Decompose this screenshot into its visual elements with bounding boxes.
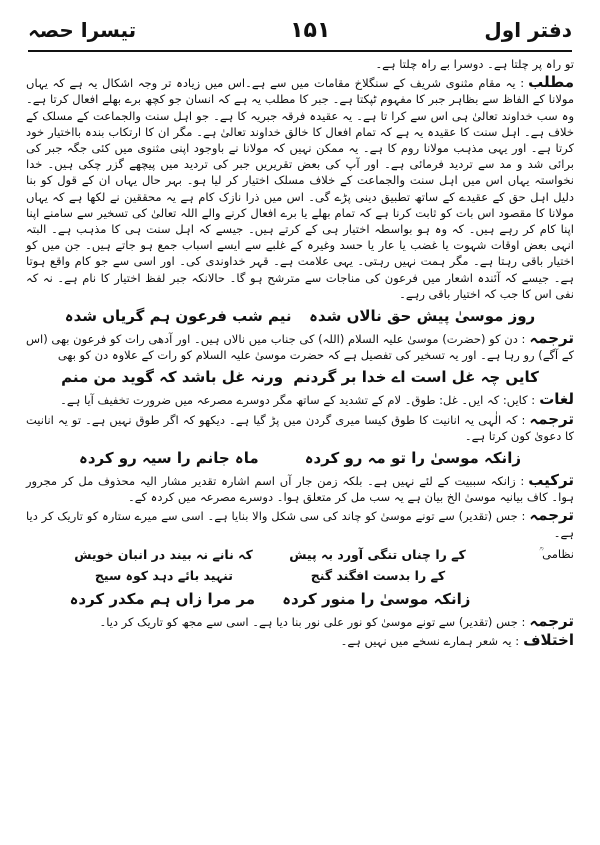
tarjuma-2-label: ترجمہ bbox=[529, 409, 574, 428]
nizami-verse-3 bbox=[56, 587, 484, 611]
verse-1 bbox=[56, 304, 544, 328]
verse-1-hemistich-1: روز موسیٰ پیش حق نالاں شدہ bbox=[309, 307, 536, 326]
header-volume: دفتر اول bbox=[484, 18, 572, 42]
lughat-label: لغات bbox=[539, 390, 574, 409]
verse-3 bbox=[56, 446, 544, 470]
nizami-verse-2-b: تنہید بائے دہد کوہ سیج bbox=[94, 567, 233, 583]
tarjuma-2 bbox=[26, 411, 574, 444]
ikhtilaf-label: اختلاف bbox=[523, 631, 574, 650]
verse-2-hemistich-1: کایں چہ غل است اے خدا بر گردنم bbox=[293, 368, 539, 387]
tarjuma-4-label: ترجمہ bbox=[529, 611, 574, 630]
tarjuma-4-text: : جس (تقدیر) سے تونے موسیٰ کو نور علی نور بنا دیا ہے۔ اسی سے مجھ کو تاریک کر دیا۔ bbox=[99, 614, 526, 629]
nizami-verse-2-a: کے را بدست افگند گنج bbox=[310, 567, 446, 583]
verse-1-hemistich-2: نیم شب فرعون ہم گریاں شدہ bbox=[64, 307, 292, 326]
intro-text: تو راہ پر چلتا ہے۔ دوسرا بے راہ چلتا ہے۔ bbox=[375, 57, 574, 71]
matlab-label: مطلب bbox=[528, 73, 574, 92]
verse-3-hemistich-2: ماہ جانم را سیہ رو کردہ bbox=[79, 449, 259, 468]
lughat bbox=[26, 391, 574, 408]
tarjuma-3 bbox=[26, 507, 574, 540]
tarjuma-2-text: : کہ الٰہی یہ انانیت کا طوق کیسا میری گردن میں پڑ گیا ہے۔ دیکھو کہ اگر طوق نہیں ہے۔ تو یہ انانیت کا دعویٰ کون کرتا ہے۔ bbox=[26, 412, 574, 443]
page-body bbox=[26, 56, 574, 837]
tarkeeb-text: : زانکہ سببیت کے لئے نہیں ہے۔ بلکہ زمن جار آں اسم اشارہ تقدیر مشار الیہ محذوف مل کر مجرور ہوا۔ کاف بیانیہ موسیٰ الخ بیان ہے یہ سب مل کر متعلق ہوا۔ دوسرے مصرعہ میں کردہ کے۔ bbox=[26, 474, 574, 505]
tarjuma-1 bbox=[26, 330, 574, 363]
tarkeeb-label: ترکیب bbox=[528, 471, 574, 490]
ikhtilaf-text: : یہ شعر ہمارے نسخے میں نہیں ہے۔ bbox=[340, 634, 520, 649]
nizami-verse-1 bbox=[56, 545, 484, 564]
matlab-text: : یہ مقام مثنوی شریف کے سنگلاخ مقامات میں سے ہے۔اس میں زیادہ تر وجہ اشکال یہ ہے کہ یہاں مولانا کے الفاظ سے بظاہر جبر کا مفہوم ٹپکتا ہے۔ جبر کا مطلب یہ ہے کہ انسان جو کچھ برے بھلے افعال کرتا ہے۔ وہ سب خداوند تعالیٰ ہی اس سے کرا تا ہے۔ یہ عقیدہ فرقہ جبریہ کا ہے۔ جو اہل سنت والجماعت کے مسلک کے خلاف ہے۔ اہل سنت کا عقیدہ یہ ہے کہ تمام افعال کا خالق خداوند تعالیٰ ہے۔ مگر ان کا ارتکاب بندہ بااختیار خود کرتا ہے۔ اور یہی مذہب مولانا روم کا ہے۔ یہ ممکن نہیں کہ مولانا نے باوجود اپنی مثنوی میں کئی جگہ جبر کی برائی شد و مد سے تردید فرمائی ہے۔ اور آپ کی بعض تقریریں جبر کی تردید میں پیچھے گزر چکی ہیں۔ خدا نخواستہ یہاں اس میں اہل سنت والجماعت کے خلاف مسلک اختیار کر لیا ہو۔ بہر حال یہاں ان کے قول کو بنا دلیل اہل حق کے عقیدے کے ساتھ تطبیق دینی پڑے گی۔ اس میں ذرا نازک کام ہے یہ محققین نے لکھا ہے کہ یہاں مولانا کا مقصود اس بات کو ثابت کرنا ہے کہ تمام بھلے یا برے افعال کرنے والے اللہ تعالیٰ کی تسخیر سے سامنے اپنا اپنا کام کر رہے ہیں۔ کہ وہ ہو بواسطہ اختیار ہی کے کرتے ہیں۔ جیسے کہ اہل سنت ہی کا مذہب ہے۔ البتہ انہی بعض اوقات شہوت یا غضب یا عار یا حسد وغیرہ کے غلبے سے ایسے اسباب جمع ہو جاتے ہیں۔ جن میں کو اختیار باقی رہتا ہے۔ مگر ہمت نہیں رہتی۔ یہی علامت ہے۔ قہر خداوندی کی۔ اور اسی سے جو کام واقع ہوتا ہے۔ جیسے کہ آئندہ اشعار میں فرعون کی مناجات سے مترشح ہو گا۔ حالانکہ جبر لفظ اختیار کا نام ہے۔ نہ کہ نفی اس کا جب کہ اختیار باقی رہے۔ bbox=[26, 76, 574, 301]
nizami-verse-3-a: زانکہ موسیٰ را منور کردہ bbox=[282, 589, 471, 608]
tarjuma-3-text: : جس (تقدیر) سے تونے موسیٰ کو چاند کی سی شکل والا بنایا ہے۔ اسی سے میرے ستارہ کو تاریک کر دیا ہے۔ bbox=[26, 509, 574, 540]
tarkeeb bbox=[26, 472, 574, 505]
verse-2 bbox=[56, 365, 544, 389]
matlab-paragraph bbox=[26, 74, 574, 302]
header-part: تیسرا حصہ bbox=[28, 18, 137, 42]
tarjuma-1-label: ترجمہ bbox=[529, 329, 574, 348]
lughat-text: : کایں: کہ ایں۔ غل: طوق۔ لام کے تشدید کے ساتھ مگر دوسرے مصرعہ میں ضرورت تخفیف آیا ہے۔ bbox=[60, 393, 536, 408]
nizami-block bbox=[26, 543, 574, 613]
ikhtilaf bbox=[26, 632, 574, 649]
intro-line bbox=[26, 56, 574, 72]
nizami-verse-3-b: مر مرا زاں ہم مکدر کردہ bbox=[69, 589, 256, 608]
nizami-verse-1-b: کہ نانے نہ بیند در انبان خویش bbox=[74, 546, 253, 562]
tarjuma-3-label: ترجمہ bbox=[529, 506, 574, 525]
nizami-verse-2 bbox=[56, 566, 484, 585]
page-number: ۱۵۱ bbox=[290, 17, 331, 43]
verse-2-hemistich-2: ورنہ غل باشد کہ گوید من منم bbox=[61, 368, 284, 387]
nizami-verses bbox=[26, 543, 514, 613]
tarjuma-1-text: : دن کو (حضرت) موسیٰ علیہ السلام (اللہ) کی جناب میں نالاں ہیں۔ اور آدھی رات کو فرعون بھی (اس کے آگے) رو رہا ہے۔ اور یہ تسخیر کی تفصیل ہے کہ حضرت موسیٰ علیہ السلام کو رات کے علاوہ دن کو بھی bbox=[26, 332, 574, 363]
nizami-label: نظامی ؒ bbox=[539, 546, 574, 561]
verse-3-hemistich-1: زانکہ موسیٰ را تو مہ رو کردہ bbox=[304, 449, 521, 468]
nizami-verse-1-a: کے را چناں تنگی آورد بہ پیش bbox=[289, 546, 466, 562]
page-header bbox=[28, 10, 572, 52]
tarjuma-4 bbox=[26, 613, 574, 630]
